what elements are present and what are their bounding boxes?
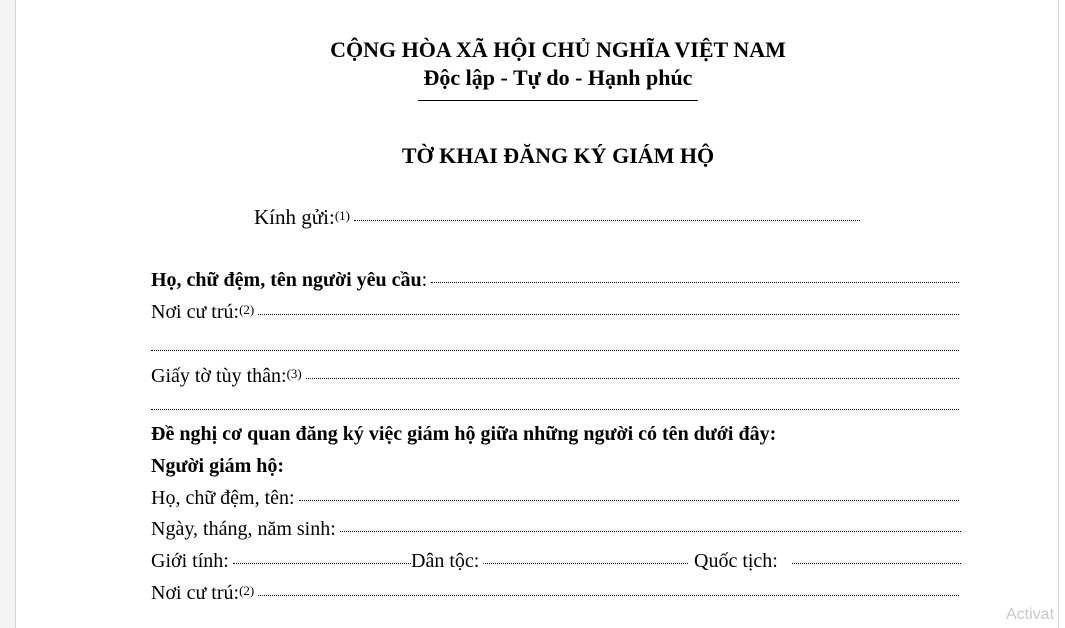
residence-label: Nơi cư trú: [151,301,240,323]
guardian-dob-label: Ngày, tháng, năm sinh: [151,518,336,540]
guardian-dob-field[interactable] [151,518,961,541]
note-3: (3) [286,366,302,381]
request-statement: Đề nghị cơ quan đăng ký việc giám hộ giữa những người có tên dưới đây: [151,423,777,445]
guardian-sex-blank[interactable] [233,563,411,564]
guardian-residence-field[interactable] [151,582,959,605]
requester-name-blank[interactable] [431,282,959,283]
guardian-dob-blank[interactable] [340,531,961,532]
page-edge [1058,0,1059,628]
guardian-residence-label: Nơi cư trú: [151,582,240,604]
addressee-label: Kính gửi: [254,205,335,229]
requester-name-field[interactable] [151,269,959,292]
guardian-residence-blank[interactable] [258,595,959,596]
id-paper-field[interactable] [151,365,959,388]
guardian-nationality-blank[interactable] [792,563,961,564]
motto: Độc lập - Tự do - Hạnh phúc [423,65,693,90]
note-2: (2) [239,302,255,317]
guardian-nationality-label: Quốc tịch: [694,550,778,572]
guardian-sex-field[interactable] [151,550,411,573]
guardian-ethnic-label: Dân tộc: [411,550,480,572]
note-2: (2) [239,583,255,598]
addressee-blank[interactable] [354,220,860,221]
guardian-ethnic-blank[interactable] [483,563,688,564]
guardian-heading: Người giám hộ: [151,455,285,477]
national-header: CỘNG HÒA XÃ HỘI CHỦ NGHĨA VIỆT NAM [330,37,786,62]
header-divider [418,100,698,101]
requester-name-colon: : [421,269,428,291]
note-1: (1) [334,208,350,223]
guardian-name-label: Họ, chữ đệm, tên: [151,487,295,509]
requester-name-label: Họ, chữ đệm, tên người yêu cầu [151,269,422,291]
guardian-name-blank[interactable] [299,500,959,501]
guardian-name-field[interactable] [151,487,959,510]
guardian-ethnic-field[interactable] [411,550,688,573]
residence-blank[interactable] [258,314,959,315]
addressee-field[interactable] [254,205,860,230]
form-title: TỜ KHAI ĐĂNG KÝ GIÁM HỘ [401,143,715,168]
guardian-nationality-field[interactable] [694,550,961,573]
guardian-sex-label: Giới tính: [151,550,229,572]
id-paper-blank-line2[interactable] [151,409,959,410]
id-paper-blank[interactable] [306,378,959,379]
id-paper-label: Giấy tờ tùy thân: [151,365,287,387]
activation-watermark: Activat [1006,606,1055,623]
residence-field[interactable] [151,301,959,324]
residence-blank-line2[interactable] [151,350,959,351]
